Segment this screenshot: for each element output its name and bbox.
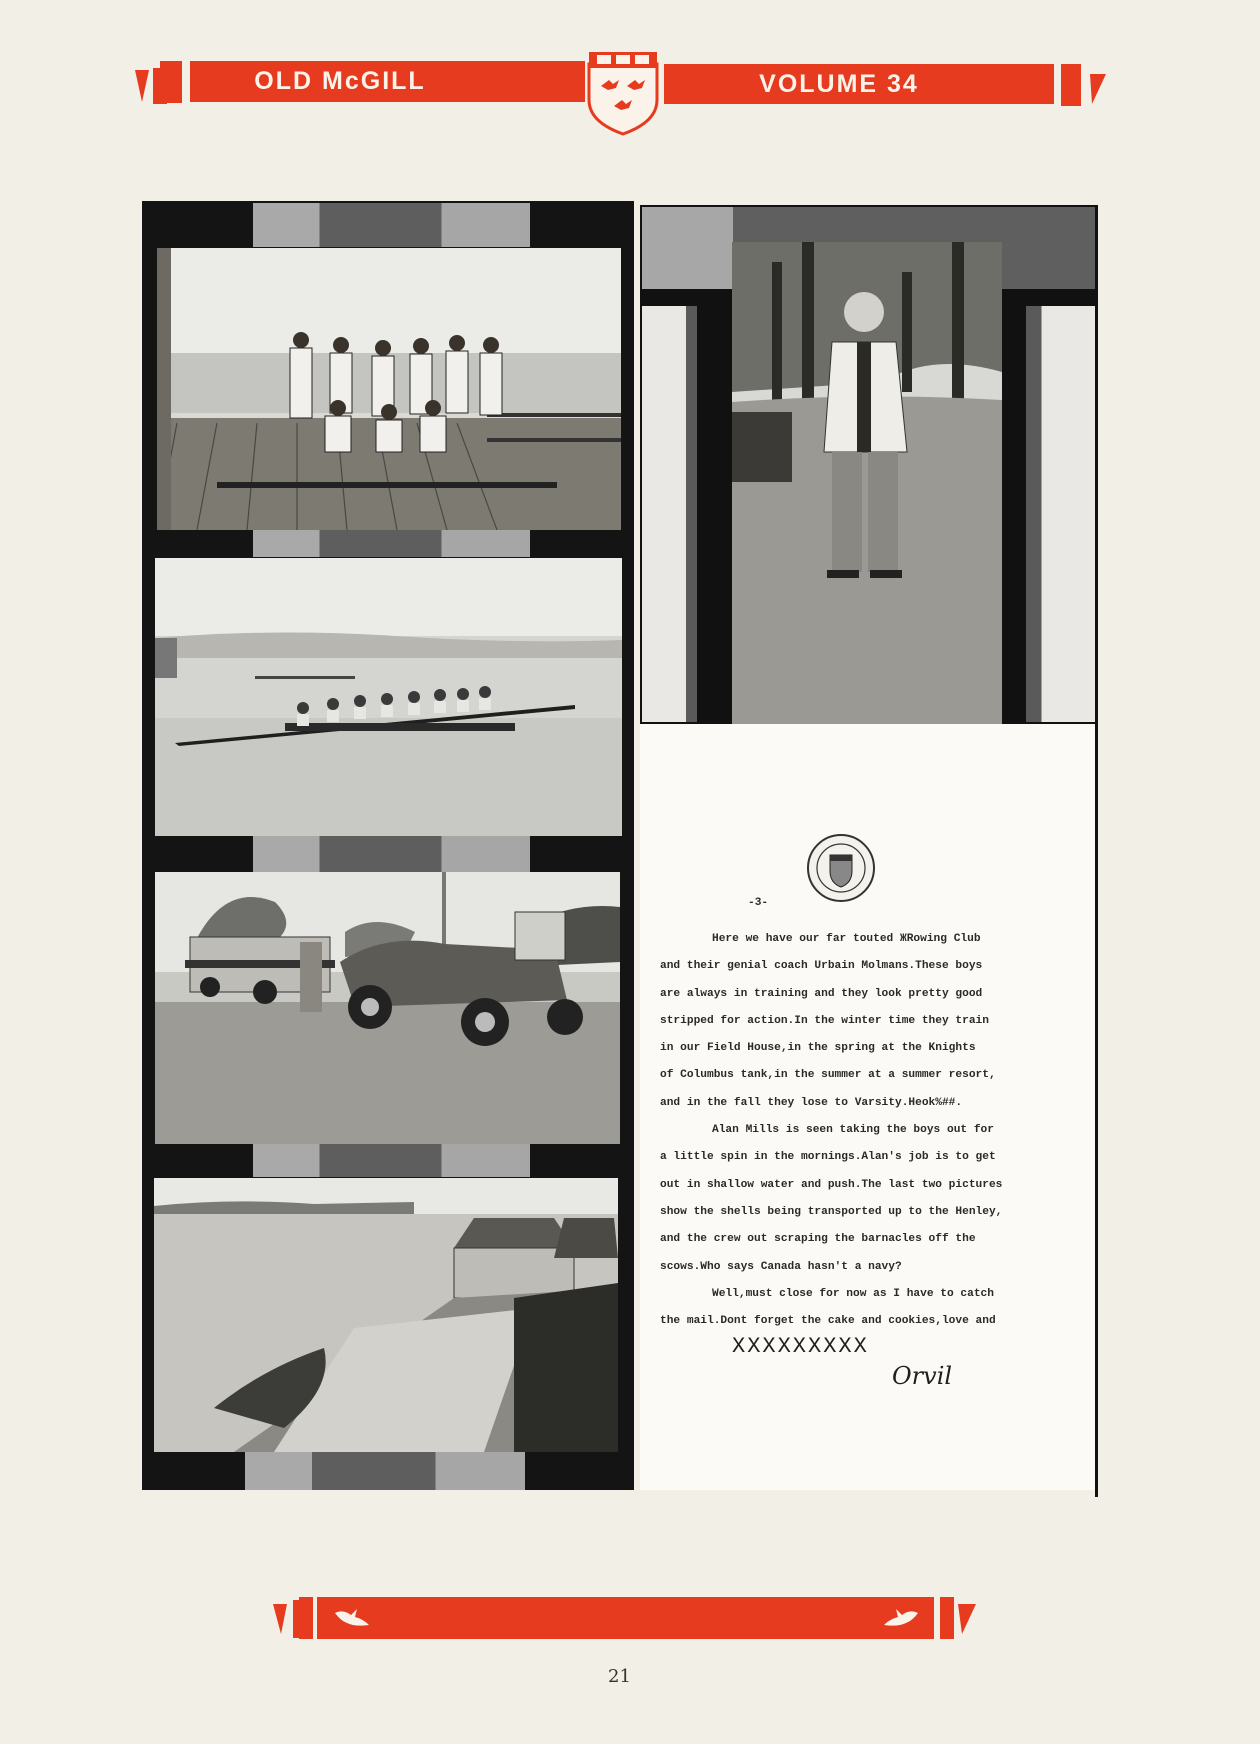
footer-left-edge	[299, 1597, 313, 1639]
martlet-bird-icon	[333, 1605, 373, 1631]
banner-left-bar	[190, 61, 585, 102]
boathouse-shore-photo	[154, 1178, 618, 1452]
right-grey-strip-left	[642, 306, 697, 722]
letter-line: Here we have our far touted ЖRowing Club	[712, 933, 981, 945]
letter-line: the mail.Dont forget the cake and cookies,love and	[660, 1315, 996, 1328]
martlet-bird-icon	[880, 1605, 920, 1631]
banner-right-bar	[664, 64, 1054, 104]
frame-band	[253, 835, 530, 873]
letter-line: and in the fall they lose to Varsity.Heok%##.	[660, 1096, 963, 1109]
letter-line: of Columbus tank,in the summer at a summer resort,	[660, 1069, 996, 1082]
footer-bar	[317, 1597, 934, 1639]
header-right-title: VOLUME 34	[759, 70, 919, 98]
letter-line: in our Field House,in the spring at the Knights	[660, 1042, 976, 1055]
letter-line: scows.Who says Canada hasn't a navy?	[660, 1260, 902, 1273]
banner-right-flag	[1088, 72, 1108, 111]
university-seal-icon	[806, 833, 876, 903]
letter-body	[660, 926, 1002, 1335]
right-grey-strip-right	[1026, 306, 1096, 722]
frame-band	[245, 1452, 525, 1490]
rowing-team-on-dock-photo	[157, 248, 621, 530]
letter-line: show the shells being transported up to the Henley,	[660, 1205, 1003, 1218]
letter-line: Alan Mills is seen taking the boys out for	[712, 1124, 994, 1137]
banner-right-edge	[1061, 64, 1081, 106]
letter-line: a little spin in the mornings.Alan's job is to get	[660, 1151, 996, 1164]
page-number: 21	[608, 1666, 631, 1687]
letter-line: out in shallow water and push.The last two pictures	[660, 1178, 1003, 1191]
coach-portrait-photo	[732, 242, 1002, 724]
letter-line: are always in training and they look pretty good	[660, 987, 983, 1000]
letter-line: Well,must close for now as I have to catch	[712, 1287, 994, 1300]
frame-band	[253, 527, 530, 557]
frame-band	[253, 1143, 530, 1177]
letter-line: and the crew out scraping the barnacles off the	[660, 1233, 976, 1246]
page-marker: -3-	[748, 897, 769, 909]
footer-right-edge	[940, 1597, 954, 1639]
footer-right-flag	[956, 1600, 978, 1643]
letter-line: and their genial coach Urbain Molmans.These boys	[660, 960, 983, 973]
frame-band	[253, 203, 530, 247]
kisses-line: XXXXXXXXX	[732, 1334, 869, 1359]
letter-panel-border	[1095, 207, 1098, 1497]
banner-left-edge	[160, 61, 182, 103]
rowing-eight-on-water-photo	[155, 558, 622, 836]
cars-with-boat-trailer-photo	[155, 872, 620, 1144]
header-left-title: OLD McGILL	[254, 67, 426, 95]
signature: Orvil	[892, 1362, 953, 1390]
mcgill-crest-icon	[583, 50, 663, 136]
letter-line: stripped for action.In the winter time they train	[660, 1014, 989, 1027]
